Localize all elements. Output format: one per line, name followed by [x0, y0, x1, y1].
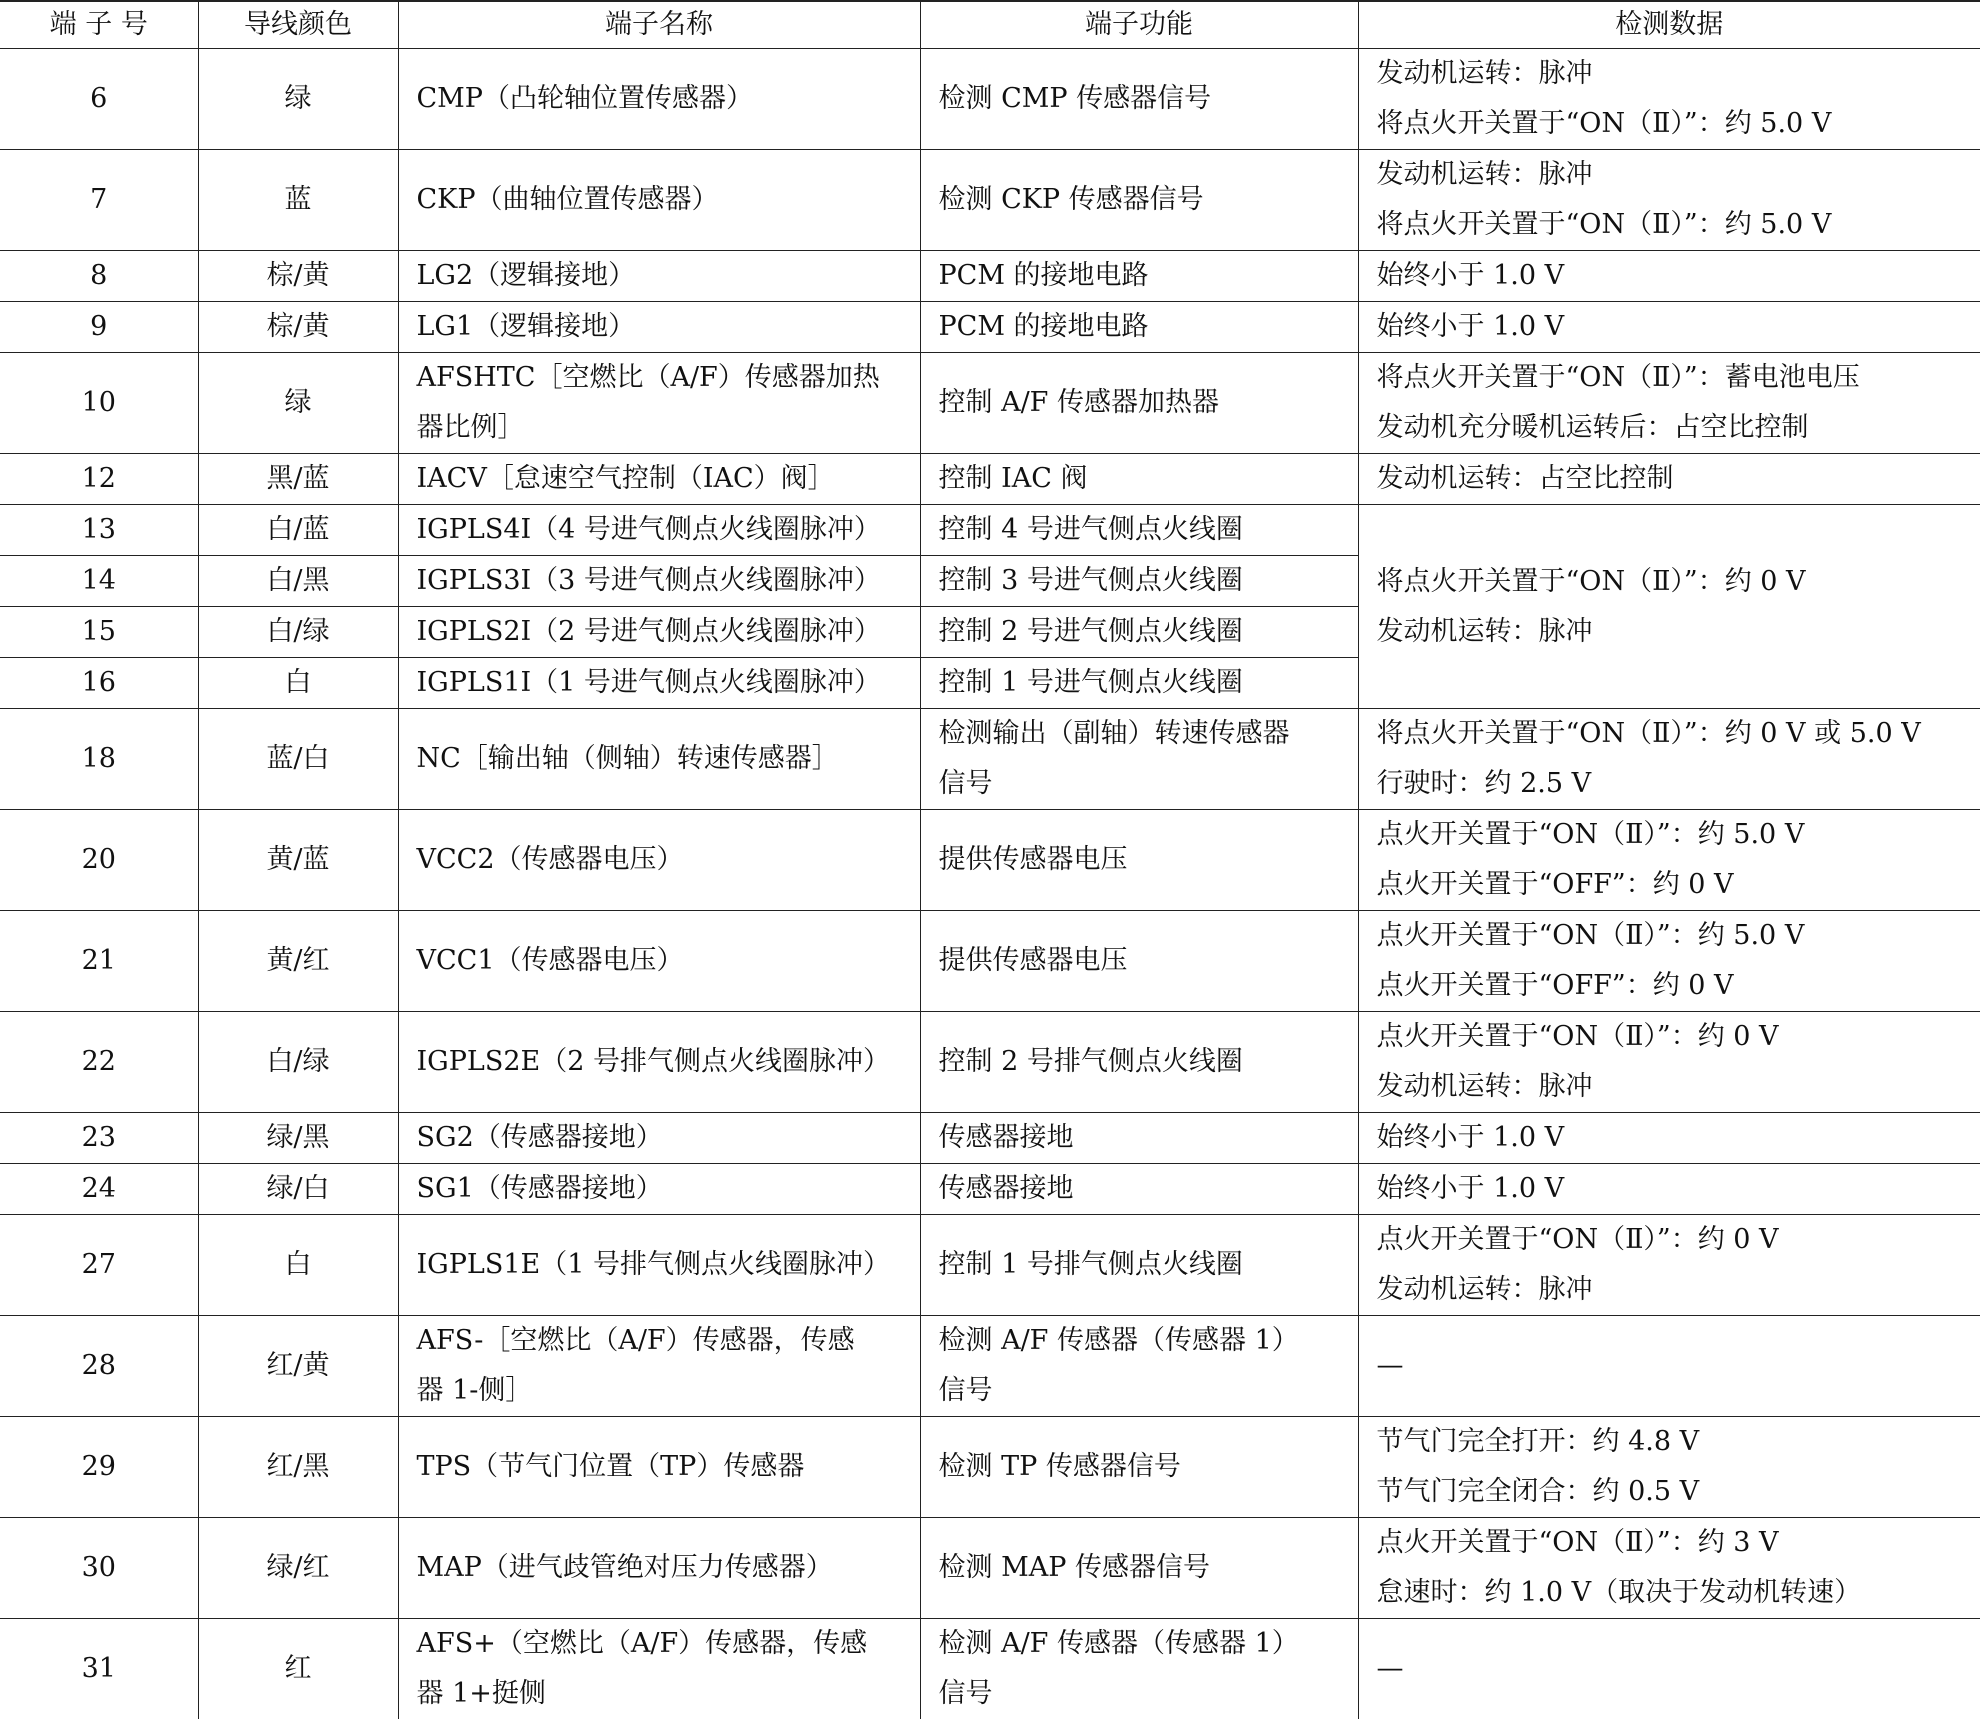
table-row — [0, 1215, 1980, 1316]
table-row — [0, 911, 1980, 1012]
test-data-line: 始终小于 1.0 V — [1376, 1122, 1565, 1153]
terminal-number-cell: 21 — [0, 911, 198, 1012]
terminal-name-line: NC［输出轴（侧轴）转速传感器］ — [416, 743, 839, 774]
wire-color-cell: 棕/黄 — [198, 302, 398, 353]
test-data-cell — [1358, 709, 1980, 810]
test-data-line: 发动机运转：脉冲 — [1376, 1274, 1593, 1305]
terminal-function-line: 控制 1 号进气侧点火线圈 — [938, 667, 1243, 698]
terminal-name-line: SG2（传感器接地） — [416, 1122, 663, 1153]
terminal-name-line: AFSHTC［空燃比（A/F）传感器加热 — [416, 362, 880, 393]
table-row — [0, 302, 1980, 353]
table-row — [0, 150, 1980, 251]
test-data-line: — — [1376, 1350, 1404, 1381]
terminal-name-line: IGPLS2E（2 号排气侧点火线圈脉冲） — [416, 1046, 890, 1077]
terminal-number-cell: 22 — [0, 1012, 198, 1113]
terminal-function-line: 信号 — [938, 768, 993, 799]
terminal-number-cell: 29 — [0, 1417, 198, 1518]
terminal-function-line: PCM 的接地电路 — [938, 311, 1149, 342]
terminal-number-cell: 12 — [0, 454, 198, 505]
test-data-cell — [1358, 454, 1980, 505]
table-row — [0, 1012, 1980, 1113]
terminal-name-line: IGPLS1E（1 号排气侧点火线圈脉冲） — [416, 1249, 890, 1280]
terminal-number-cell: 7 — [0, 150, 198, 251]
test-data-line: 始终小于 1.0 V — [1376, 260, 1565, 291]
header-terminal-number: 端 子 号 — [0, 1, 198, 49]
terminal-number-cell: 14 — [0, 556, 198, 607]
terminal-function-line: 控制 4 号进气侧点火线圈 — [938, 514, 1243, 545]
terminal-function-cell — [920, 49, 1358, 150]
terminal-number-cell: 9 — [0, 302, 198, 353]
terminal-name-cell — [398, 607, 920, 658]
table-row — [0, 1113, 1980, 1164]
terminal-name-line: IGPLS3I（3 号进气侧点火线圈脉冲） — [416, 565, 881, 596]
terminal-function-cell — [920, 556, 1358, 607]
terminal-name-cell — [398, 251, 920, 302]
terminal-name-line: AFS+（空燃比（A/F）传感器，传感 — [416, 1628, 868, 1659]
test-data-line: 发动机运转：脉冲 — [1376, 1071, 1593, 1102]
terminal-function-line: 检测输出（副轴）转速传感器 — [938, 718, 1290, 749]
terminal-function-cell — [920, 1012, 1358, 1113]
wire-color-cell: 白/黑 — [198, 556, 398, 607]
wire-color-cell: 绿/红 — [198, 1518, 398, 1619]
terminal-function-cell — [920, 1164, 1358, 1215]
terminal-function-line: 控制 IAC 阀 — [938, 463, 1088, 494]
terminal-number-cell: 31 — [0, 1619, 198, 1720]
wire-color-cell: 绿 — [198, 49, 398, 150]
terminal-function-cell — [920, 1113, 1358, 1164]
wire-color-cell: 红/黑 — [198, 1417, 398, 1518]
wire-color-cell: 白/绿 — [198, 1012, 398, 1113]
test-data-cell — [1358, 1518, 1980, 1619]
terminal-name-cell — [398, 49, 920, 150]
wire-color-cell: 蓝/白 — [198, 709, 398, 810]
test-data-line: 节气门完全打开：约 4.8 V — [1376, 1426, 1700, 1457]
table-row — [0, 709, 1980, 810]
terminal-function-cell — [920, 505, 1358, 556]
table-row — [0, 353, 1980, 454]
terminal-function-cell — [920, 1518, 1358, 1619]
terminal-function-cell — [920, 353, 1358, 454]
terminal-name-line: SG1（传感器接地） — [416, 1173, 663, 1204]
wire-color-cell: 棕/黄 — [198, 251, 398, 302]
terminal-number-cell: 18 — [0, 709, 198, 810]
terminal-function-line: 检测 A/F 传感器（传感器 1） — [938, 1325, 1299, 1356]
header-terminal-function: 端子功能 — [920, 1, 1358, 49]
terminal-function-cell — [920, 1417, 1358, 1518]
wire-color-cell: 黄/红 — [198, 911, 398, 1012]
terminal-function-cell — [920, 251, 1358, 302]
test-data-line: 发动机运转：脉冲 — [1376, 58, 1593, 89]
test-data-cell — [1358, 1215, 1980, 1316]
test-data-line: 点火开关置于“OFF”：约 0 V — [1376, 869, 1734, 900]
terminal-name-cell — [398, 1012, 920, 1113]
terminal-function-line: 控制 A/F 传感器加热器 — [938, 387, 1219, 418]
terminal-function-line: 控制 2 号排气侧点火线圈 — [938, 1046, 1243, 1077]
wire-color-cell: 红/黄 — [198, 1316, 398, 1417]
wire-color-cell: 蓝 — [198, 150, 398, 251]
test-data-line: 始终小于 1.0 V — [1376, 1173, 1565, 1204]
terminal-name-line: VCC2（传感器电压） — [416, 844, 684, 875]
test-data-cell — [1358, 251, 1980, 302]
terminal-name-cell — [398, 658, 920, 709]
terminal-name-cell — [398, 1113, 920, 1164]
terminal-function-line: 提供传感器电压 — [938, 844, 1128, 875]
terminal-number-cell: 27 — [0, 1215, 198, 1316]
terminal-function-line: 检测 CKP 传感器信号 — [938, 184, 1204, 215]
terminal-function-line: 传感器接地 — [938, 1173, 1074, 1204]
terminal-function-line: 信号 — [938, 1375, 993, 1406]
terminal-name-cell — [398, 454, 920, 505]
terminal-function-line: 控制 3 号进气侧点火线圈 — [938, 565, 1243, 596]
test-data-line: 点火开关置于“ON（Ⅱ）”：约 0 V — [1376, 1021, 1779, 1052]
terminal-name-cell — [398, 556, 920, 607]
header-wire-color: 导线颜色 — [198, 1, 398, 49]
wire-color-cell: 红 — [198, 1619, 398, 1720]
terminal-name-line: IACV［怠速空气控制（IAC）阀］ — [416, 463, 835, 494]
test-data-line: 点火开关置于“ON（Ⅱ）”：约 5.0 V — [1376, 819, 1805, 850]
terminal-function-cell — [920, 1215, 1358, 1316]
terminal-number-cell: 15 — [0, 607, 198, 658]
terminal-function-line: 信号 — [938, 1678, 993, 1709]
test-data-line: 发动机运转：脉冲 — [1376, 159, 1593, 190]
test-data-cell — [1358, 353, 1980, 454]
test-data-cell — [1358, 911, 1980, 1012]
terminal-function-line: 提供传感器电压 — [938, 945, 1128, 976]
test-data-line: — — [1376, 1653, 1404, 1684]
terminal-function-line: 控制 2 号进气侧点火线圈 — [938, 616, 1243, 647]
wire-color-cell: 白/蓝 — [198, 505, 398, 556]
terminal-function-cell — [920, 454, 1358, 505]
test-data-line: 行驶时：约 2.5 V — [1376, 768, 1592, 799]
terminal-function-line: PCM 的接地电路 — [938, 260, 1149, 291]
terminal-name-cell — [398, 911, 920, 1012]
header-row — [0, 1, 1980, 49]
table-row — [0, 1417, 1980, 1518]
terminal-number-cell: 13 — [0, 505, 198, 556]
terminal-name-cell — [398, 1164, 920, 1215]
terminal-function-cell — [920, 150, 1358, 251]
terminal-name-cell — [398, 150, 920, 251]
test-data-line: 发动机运转：脉冲 — [1376, 615, 1593, 647]
test-data-line: 发动机充分暖机运转后：占空比控制 — [1376, 412, 1809, 443]
table-row — [0, 1619, 1980, 1720]
test-data-line: 节气门完全闭合：约 0.5 V — [1376, 1476, 1700, 1507]
terminal-number-cell: 28 — [0, 1316, 198, 1417]
terminal-function-cell — [920, 607, 1358, 658]
test-data-cell — [1358, 1113, 1980, 1164]
test-data-cell — [1358, 49, 1980, 150]
terminal-name-cell — [398, 1619, 920, 1720]
terminal-name-cell — [398, 353, 920, 454]
terminal-function-cell — [920, 810, 1358, 911]
test-data-line: 点火开关置于“OFF”：约 0 V — [1376, 970, 1734, 1001]
table-row — [0, 1164, 1980, 1215]
terminal-name-line: LG2（逻辑接地） — [416, 260, 636, 291]
test-data-line: 将点火开关置于“ON（Ⅱ）”：约 0 V 或 5.0 V — [1376, 718, 1921, 749]
test-data-line: 将点火开关置于“ON（Ⅱ）”：蓄电池电压 — [1376, 362, 1860, 393]
terminal-name-line: TPS（节气门位置（TP）传感器 — [416, 1451, 805, 1482]
wire-color-cell: 绿/白 — [198, 1164, 398, 1215]
terminal-function-cell — [920, 709, 1358, 810]
terminal-name-line: VCC1（传感器电压） — [416, 945, 684, 976]
wire-color-cell: 黄/蓝 — [198, 810, 398, 911]
wire-color-cell: 白 — [198, 658, 398, 709]
terminal-function-line: 控制 1 号排气侧点火线圈 — [938, 1249, 1243, 1280]
table-row — [0, 49, 1980, 150]
terminal-name-cell — [398, 1316, 920, 1417]
table-row — [0, 1316, 1980, 1417]
terminal-number-cell: 30 — [0, 1518, 198, 1619]
test-data-line: 点火开关置于“ON（Ⅱ）”：约 0 V — [1376, 1224, 1779, 1255]
test-data-cell — [1358, 1619, 1980, 1720]
test-data-line: 发动机运转：占空比控制 — [1376, 463, 1674, 494]
terminal-name-cell — [398, 810, 920, 911]
test-data-line: 将点火开关置于“ON（Ⅱ）”：约 0 V — [1376, 565, 1806, 597]
test-data-cell — [1358, 505, 1980, 709]
terminal-name-line: 器 1-侧］ — [416, 1375, 533, 1406]
test-data-line: 点火开关置于“ON（Ⅱ）”：约 5.0 V — [1376, 920, 1805, 951]
test-data-cell — [1358, 1417, 1980, 1518]
terminal-function-line: 检测 CMP 传感器信号 — [938, 83, 1212, 114]
wire-color-cell: 黑/蓝 — [198, 454, 398, 505]
terminal-name-line: IGPLS2I（2 号进气侧点火线圈脉冲） — [416, 616, 881, 647]
terminal-function-line: 检测 TP 传感器信号 — [938, 1451, 1181, 1482]
terminal-name-line: IGPLS4I（4 号进气侧点火线圈脉冲） — [416, 514, 881, 545]
terminal-number-cell: 24 — [0, 1164, 198, 1215]
test-data-line: 怠速时：约 1.0 V（取决于发动机转速） — [1376, 1577, 1862, 1608]
table-row — [0, 454, 1980, 505]
terminal-function-cell — [920, 658, 1358, 709]
table-row — [0, 1518, 1980, 1619]
terminal-name-line: IGPLS1I（1 号进气侧点火线圈脉冲） — [416, 667, 881, 698]
terminal-number-cell: 23 — [0, 1113, 198, 1164]
wire-color-cell: 白 — [198, 1215, 398, 1316]
header-test-data: 检测数据 — [1358, 1, 1980, 49]
test-data-cell — [1358, 150, 1980, 251]
terminal-name-cell — [398, 505, 920, 556]
terminal-name-line: 器 1+挺侧 — [416, 1678, 546, 1709]
terminal-name-line: CKP（曲轴位置传感器） — [416, 184, 719, 215]
terminal-name-cell — [398, 1417, 920, 1518]
terminal-function-cell — [920, 302, 1358, 353]
table-row — [0, 810, 1980, 911]
terminal-function-line: 检测 A/F 传感器（传感器 1） — [938, 1628, 1299, 1659]
test-data-line: 将点火开关置于“ON（Ⅱ）”：约 5.0 V — [1376, 209, 1832, 240]
terminal-name-cell — [398, 302, 920, 353]
header-terminal-name: 端子名称 — [398, 1, 920, 49]
test-data-line: 始终小于 1.0 V — [1376, 311, 1565, 342]
terminal-name-line: CMP（凸轮轴位置传感器） — [416, 83, 753, 114]
terminal-name-line: AFS-［空燃比（A/F）传感器，传感 — [416, 1325, 855, 1356]
table-body — [0, 49, 1980, 1720]
terminal-number-cell: 10 — [0, 353, 198, 454]
wire-color-cell: 绿 — [198, 353, 398, 454]
wire-color-cell: 白/绿 — [198, 607, 398, 658]
wire-color-cell: 绿/黑 — [198, 1113, 398, 1164]
test-data-line: 将点火开关置于“ON（Ⅱ）”：约 5.0 V — [1376, 108, 1832, 139]
terminal-number-cell: 16 — [0, 658, 198, 709]
test-data-cell — [1358, 1164, 1980, 1215]
terminal-number-cell: 8 — [0, 251, 198, 302]
terminal-number-cell: 20 — [0, 810, 198, 911]
terminal-function-cell — [920, 1619, 1358, 1720]
terminal-name-line: MAP（进气歧管绝对压力传感器） — [416, 1552, 833, 1583]
test-data-cell — [1358, 1316, 1980, 1417]
test-data-cell — [1358, 810, 1980, 911]
terminal-name-cell — [398, 709, 920, 810]
test-data-cell — [1358, 302, 1980, 353]
terminal-name-line: LG1（逻辑接地） — [416, 311, 636, 342]
table-row — [0, 505, 1980, 556]
table-row — [0, 251, 1980, 302]
terminal-function-line: 传感器接地 — [938, 1122, 1074, 1153]
terminal-name-line: 器比例］ — [416, 412, 525, 443]
terminal-function-cell — [920, 911, 1358, 1012]
terminal-name-cell — [398, 1518, 920, 1619]
terminal-function-cell — [920, 1316, 1358, 1417]
test-data-cell — [1358, 1012, 1980, 1113]
terminal-number-cell: 6 — [0, 49, 198, 150]
terminal-function-line: 检测 MAP 传感器信号 — [938, 1552, 1210, 1583]
test-data-line: 点火开关置于“ON（Ⅱ）”：约 3 V — [1376, 1527, 1779, 1558]
terminal-name-cell — [398, 1215, 920, 1316]
